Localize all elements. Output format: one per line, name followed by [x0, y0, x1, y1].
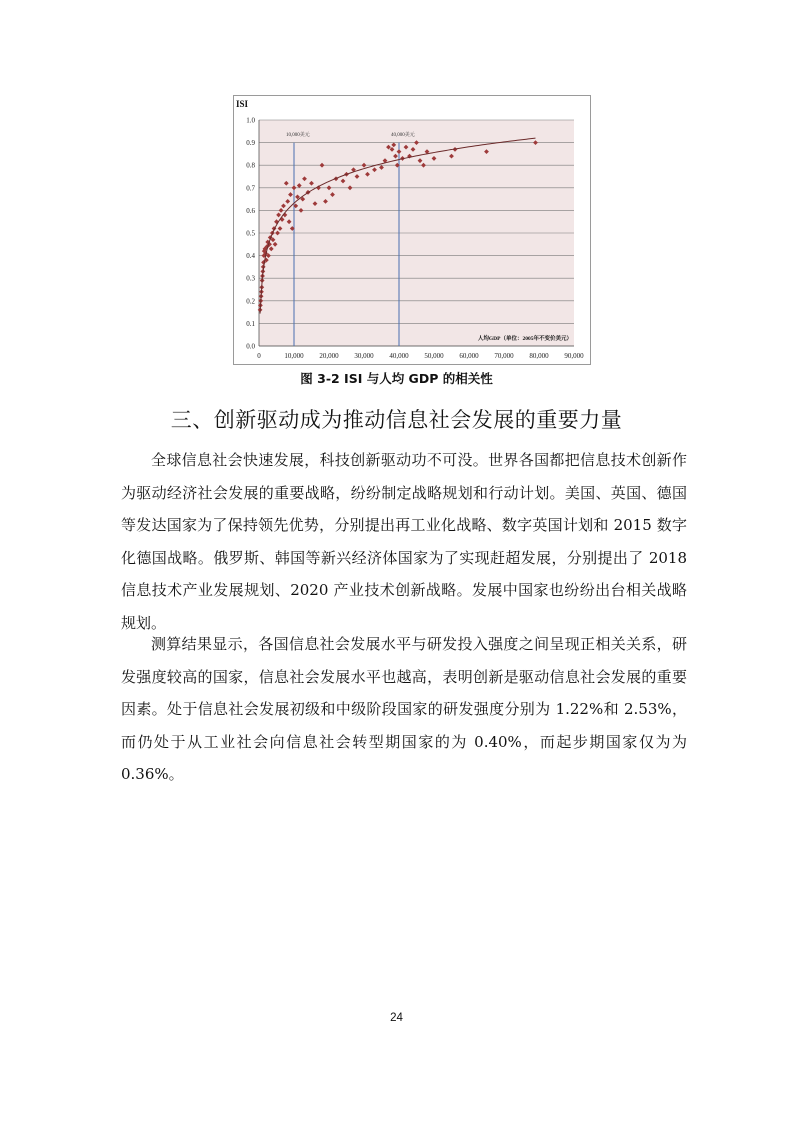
x-tick-label: 20,000: [319, 352, 339, 360]
x-tick-label: 30,000: [354, 352, 374, 360]
x-tick-label: 50,000: [424, 352, 444, 360]
x-tick-label: 80,000: [529, 352, 549, 360]
y-tick-label: 0.1: [246, 319, 255, 328]
x-tick-label: 70,000: [494, 352, 514, 360]
paragraph-text: 测算结果显示，各国信息社会发展水平与研发投入强度之间呈现正相关关系，研发强度较高的国家，信息社会发展水平也越高，表明创新是驱动信息社会发展的重要因素。处于信息社会发展初级和中级阶段国家的研发强度分别为 1.22%和 2.53%，而仍处于从工业社会向信息社会转型期国家的为 0.40%，而起步期国家仅为为 0.36%。: [121, 635, 687, 783]
paragraph-text: 全球信息社会快速发展，科技创新驱动功不可没。世界各国都把信息技术创新作为驱动经济社会发展的重要战略，纷纷制定战略规划和行动计划。美国、英国、德国等发达国家为了保持领先优势，分别提出再工业化战略、数字英国计划和 2015 数字化德国战略。俄罗斯、韩国等新兴经济体国家为了实现赶超发展，分别提出了 2018 信息技术产业发展规划、2020 产业技术创新战略。发展中国家也纷纷出台相关战略规划。: [121, 451, 687, 632]
page-number: 24: [390, 1012, 403, 1024]
y-tick-label: 0.7: [246, 184, 255, 193]
x-axis-title: 人均GDP（单位：2005年不变价美元）: [477, 336, 572, 342]
y-tick-label: 0.8: [246, 161, 255, 170]
y-tick-label: 0.0: [246, 342, 255, 351]
x-tick-label: 10,000: [284, 352, 304, 360]
y-tick-label: 0.6: [246, 206, 255, 215]
x-tick-label: 90,000: [564, 352, 584, 360]
y-tick-label: 0.3: [246, 274, 255, 283]
x-tick-label: 0: [257, 352, 261, 360]
y-tick-label: 0.4: [246, 252, 255, 261]
y-tick-label: 0.2: [246, 297, 255, 306]
figure-caption: 图 3-2 ISI 与人均 GDP 的相关性: [300, 371, 493, 386]
x-tick-label: 40,000: [389, 352, 409, 360]
x-tick-label: 60,000: [459, 352, 479, 360]
body-paragraph-1: [121, 444, 687, 639]
body-paragraph-2: [121, 628, 687, 791]
y-axis-title: ISI: [236, 99, 249, 109]
y-tick-label: 1.0: [246, 116, 255, 125]
y-tick-label: 0.5: [246, 229, 255, 238]
section-heading: 三、创新驱动成为推动信息社会发展的重要力量: [170, 408, 623, 432]
isi-gdp-scatter-chart: [233, 95, 591, 365]
y-tick-label: 0.9: [246, 139, 255, 148]
threshold-marker-label: 10,000美元: [286, 132, 310, 138]
threshold-marker-label: 40,000美元: [391, 132, 415, 138]
